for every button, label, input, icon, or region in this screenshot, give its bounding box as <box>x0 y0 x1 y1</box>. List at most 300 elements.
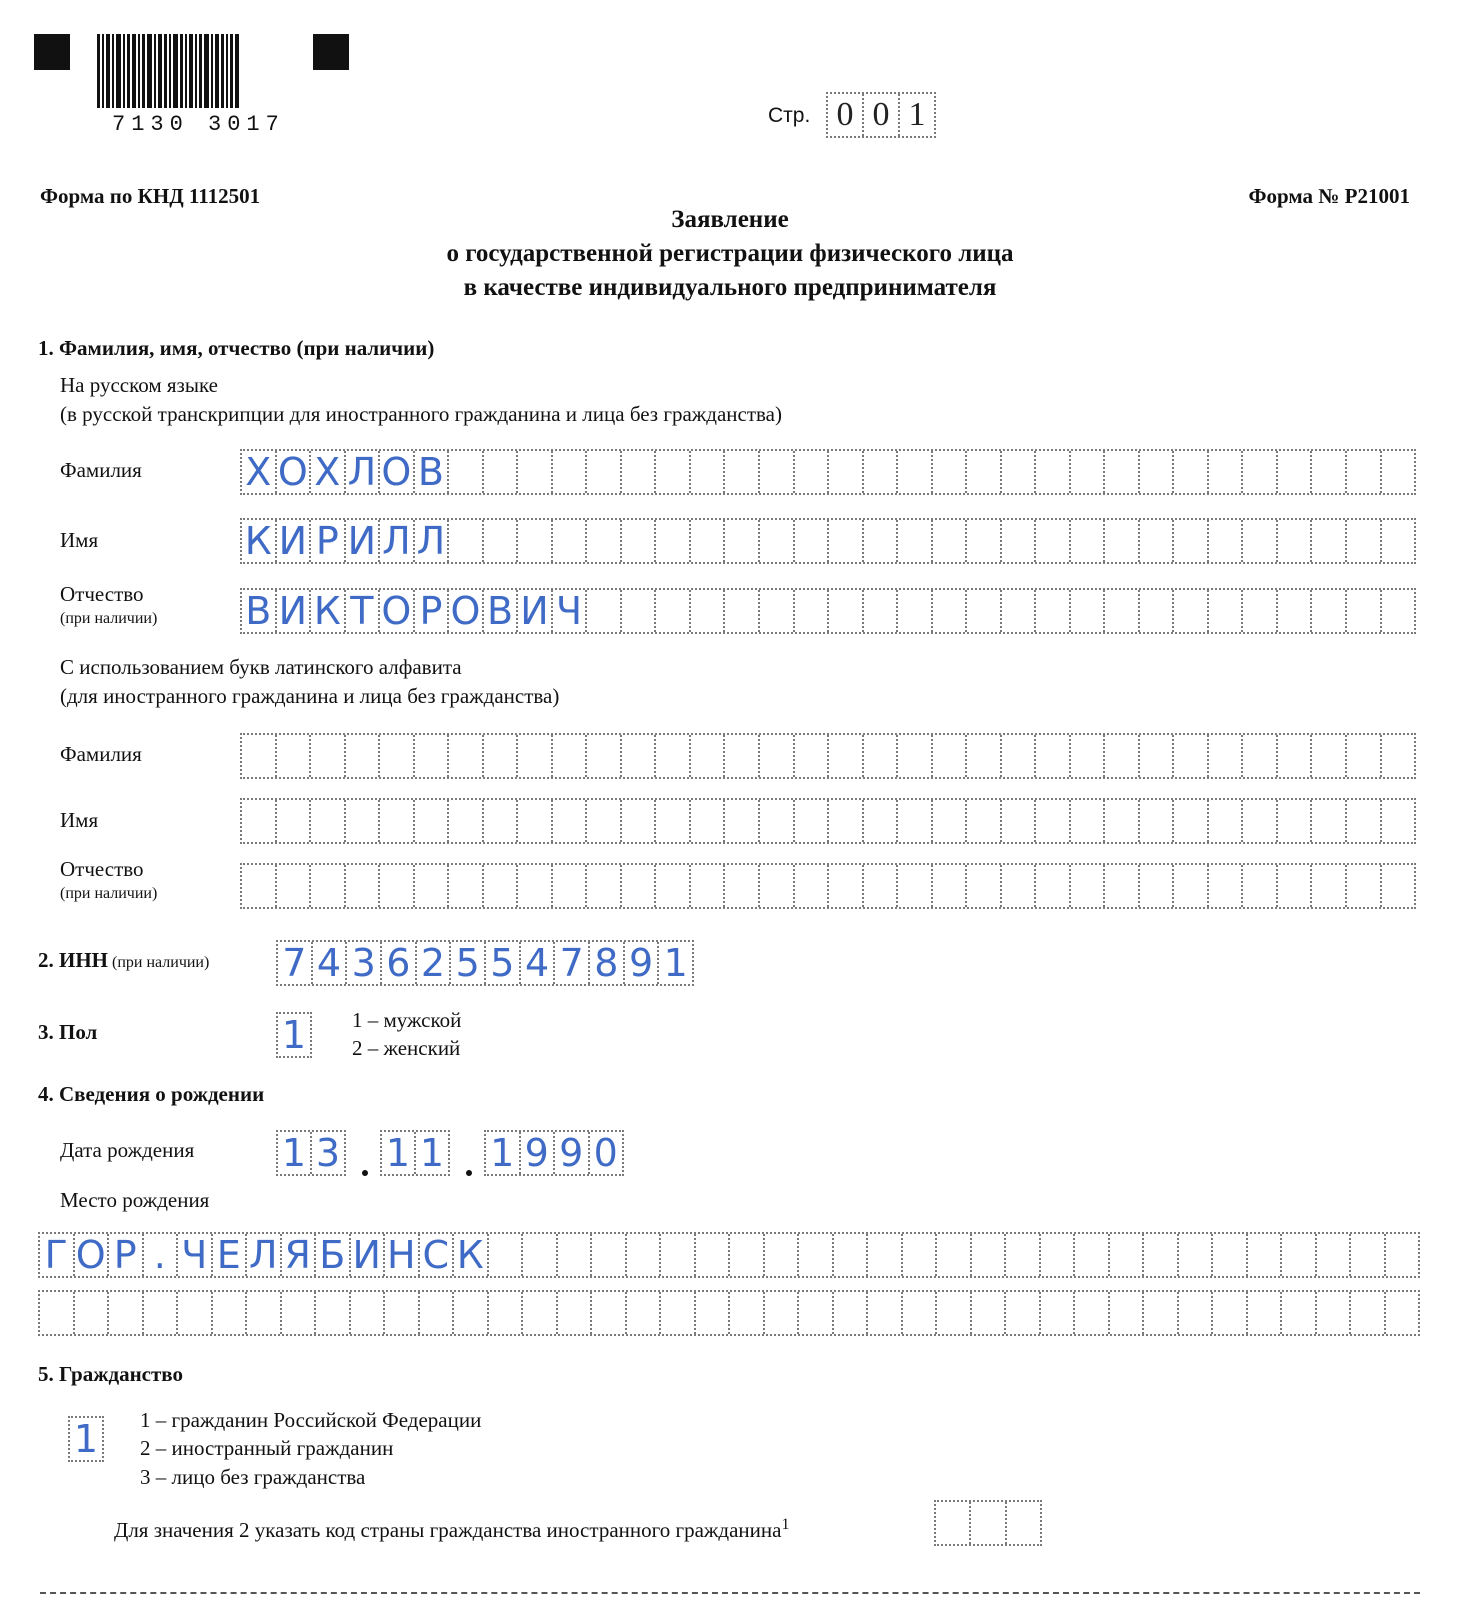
char-cell <box>1041 1292 1076 1334</box>
char-cell <box>765 1292 800 1334</box>
page-digit: 0 <box>864 94 900 136</box>
char-cell <box>725 800 760 842</box>
char-cell <box>484 865 519 907</box>
char-cell <box>967 590 1002 632</box>
gender-option-1: 1 – мужской <box>352 1008 462 1032</box>
char-cell <box>898 451 933 493</box>
char-cell: Е <box>213 1234 248 1276</box>
char-cell: К <box>454 1234 489 1276</box>
char-cell <box>829 590 864 632</box>
page-number-field[interactable] <box>826 92 936 138</box>
char-cell <box>553 451 588 493</box>
char-cell <box>1174 590 1209 632</box>
char-cell <box>622 520 657 562</box>
char-cell <box>1144 1292 1179 1334</box>
char-cell <box>553 520 588 562</box>
char-cell <box>1312 865 1347 907</box>
char-cell <box>1347 800 1382 842</box>
title-line-3: в качестве индивидуального предпринимателя <box>463 274 997 301</box>
char-cell: 1 <box>382 1132 416 1174</box>
char-cell <box>242 800 277 842</box>
char-cell <box>656 451 691 493</box>
char-cell <box>346 865 381 907</box>
surname-field[interactable] <box>240 449 1416 495</box>
char-cell: И <box>277 520 312 562</box>
char-cell <box>691 590 726 632</box>
char-cell <box>1312 451 1347 493</box>
char-cell <box>933 735 968 777</box>
gender-option-2: 2 – женский <box>352 1036 461 1060</box>
char-cell <box>1036 735 1071 777</box>
char-cell <box>1312 590 1347 632</box>
char-cell: Л <box>247 1234 282 1276</box>
char-cell: Я <box>282 1234 317 1276</box>
page-label: Стр. <box>768 104 811 127</box>
char-cell <box>484 735 519 777</box>
char-cell <box>1140 735 1175 777</box>
barcode-bar <box>138 34 140 108</box>
char-cell <box>1209 800 1244 842</box>
barcode-bar <box>226 34 228 108</box>
char-cell <box>864 735 899 777</box>
char-cell: Р <box>109 1234 144 1276</box>
char-cell: Б <box>316 1234 351 1276</box>
char-cell <box>725 451 760 493</box>
char-cell <box>656 800 691 842</box>
char-cell <box>484 800 519 842</box>
latin-name-field[interactable] <box>240 798 1416 844</box>
char-cell <box>864 590 899 632</box>
char-cell <box>1174 451 1209 493</box>
char-cell <box>523 1234 558 1276</box>
char-cell <box>1002 865 1037 907</box>
char-cell <box>1351 1292 1386 1334</box>
section5-heading: 5. Гражданство <box>38 1362 184 1386</box>
char-cell <box>1386 1292 1419 1334</box>
char-cell: О <box>277 451 312 493</box>
char-cell <box>1386 1234 1419 1276</box>
char-cell: О <box>449 590 484 632</box>
char-cell <box>933 865 968 907</box>
char-cell <box>972 1292 1007 1334</box>
char-cell <box>898 590 933 632</box>
char-cell <box>351 1292 386 1334</box>
char-cell <box>1278 590 1313 632</box>
char-cell <box>1105 865 1140 907</box>
char-cell <box>903 1292 938 1334</box>
char-cell <box>1006 1292 1041 1334</box>
char-cell: В <box>242 590 277 632</box>
latin-surname-label: Фамилия <box>60 742 142 766</box>
char-cell <box>1317 1292 1352 1334</box>
char-cell <box>311 800 346 842</box>
char-cell <box>587 865 622 907</box>
char-cell <box>725 590 760 632</box>
barcode-bar <box>204 34 209 108</box>
char-cell <box>1382 451 1415 493</box>
char-cell <box>691 520 726 562</box>
section2-label <box>38 948 209 973</box>
page-digit: 1 <box>908 96 926 133</box>
char-cell <box>1036 451 1071 493</box>
char-cell <box>518 735 553 777</box>
char-cell <box>1278 735 1313 777</box>
char-cell <box>1140 800 1175 842</box>
char-cell <box>380 800 415 842</box>
char-cell <box>1243 520 1278 562</box>
char-cell <box>1382 800 1415 842</box>
barcode-bar <box>123 34 125 108</box>
char-cell <box>622 451 657 493</box>
char-cell <box>1213 1292 1248 1334</box>
char-cell <box>898 865 933 907</box>
char-cell <box>1278 865 1313 907</box>
char-cell <box>1347 590 1382 632</box>
char-cell <box>1174 520 1209 562</box>
char-cell: Х <box>242 451 277 493</box>
char-cell: Л <box>415 520 450 562</box>
char-cell <box>795 451 830 493</box>
char-cell <box>765 1234 800 1276</box>
char-cell: И <box>346 520 381 562</box>
char-cell <box>311 865 346 907</box>
char-cell <box>1382 865 1415 907</box>
barcode-number: 7130 3017 <box>112 112 285 137</box>
char-cell <box>691 735 726 777</box>
barcode-bar <box>132 34 136 108</box>
char-cell <box>592 1292 627 1334</box>
char-cell <box>1075 1234 1110 1276</box>
date-separator <box>466 1170 472 1176</box>
char-cell <box>898 520 933 562</box>
barcode-bar <box>112 34 114 108</box>
birth-place-field-line-1[interactable] <box>38 1232 1420 1278</box>
char-cell <box>622 590 657 632</box>
char-cell <box>1110 1292 1145 1334</box>
char-cell <box>558 1234 593 1276</box>
country-code-note <box>114 1516 789 1543</box>
char-cell <box>1006 1234 1041 1276</box>
barcode-bar <box>127 34 130 108</box>
corner-marker-left <box>34 34 70 70</box>
char-cell: 1 <box>486 1132 521 1174</box>
char-cell <box>829 451 864 493</box>
char-cell <box>1282 1234 1317 1276</box>
char-cell <box>1351 1234 1386 1276</box>
char-cell <box>864 865 899 907</box>
char-cell: 4 <box>521 942 556 984</box>
char-cell <box>247 1292 282 1334</box>
char-cell <box>1174 735 1209 777</box>
char-cell: . <box>144 1234 179 1276</box>
country-code-field[interactable] <box>934 1500 1042 1546</box>
char-cell <box>903 1234 938 1276</box>
char-cell: Н <box>385 1234 420 1276</box>
char-cell <box>1105 800 1140 842</box>
char-cell <box>1002 590 1037 632</box>
char-cell <box>967 735 1002 777</box>
char-cell <box>627 1234 662 1276</box>
char-cell <box>587 590 622 632</box>
char-cell <box>1317 1234 1352 1276</box>
char-cell <box>864 800 899 842</box>
char-cell <box>864 520 899 562</box>
char-cell <box>420 1292 455 1334</box>
barcode-bar <box>164 34 167 108</box>
char-cell <box>829 865 864 907</box>
char-cell <box>760 590 795 632</box>
char-cell <box>933 451 968 493</box>
char-cell <box>967 520 1002 562</box>
char-cell <box>691 865 726 907</box>
form-knd: Форма по КНД 1112501 <box>40 184 261 208</box>
char-cell: 5 <box>451 942 486 984</box>
char-cell <box>385 1292 420 1334</box>
char-cell <box>696 1234 731 1276</box>
barcode-bar <box>180 34 183 108</box>
char-cell: 9 <box>521 1132 556 1174</box>
char-cell <box>829 735 864 777</box>
char-cell <box>1209 735 1244 777</box>
char-cell <box>1209 520 1244 562</box>
char-cell <box>760 865 795 907</box>
char-cell <box>1105 735 1140 777</box>
char-cell <box>553 735 588 777</box>
latin-patronymic-note: (при наличии) <box>60 885 158 902</box>
char-cell: 3 <box>315 1131 341 1175</box>
char-cell <box>518 865 553 907</box>
char-cell <box>1382 590 1415 632</box>
char-cell <box>1243 865 1278 907</box>
char-cell <box>449 800 484 842</box>
char-cell: 7 <box>278 942 313 984</box>
char-cell <box>415 735 450 777</box>
barcode-bar <box>195 34 197 108</box>
char-cell <box>1041 1234 1076 1276</box>
char-cell <box>868 1292 903 1334</box>
char-cell <box>1002 735 1037 777</box>
name-field[interactable] <box>240 518 1416 564</box>
inn-field[interactable] <box>276 940 694 986</box>
char-cell <box>799 1292 834 1334</box>
patronymic-field[interactable] <box>240 588 1416 634</box>
country-code-cell <box>971 1502 1006 1544</box>
char-cell <box>178 1292 213 1334</box>
char-cell <box>1209 865 1244 907</box>
char-cell <box>144 1292 179 1334</box>
char-cell: Р <box>311 520 346 562</box>
char-cell <box>967 451 1002 493</box>
char-cell <box>1312 520 1347 562</box>
citizenship-field[interactable] <box>68 1416 104 1462</box>
patronymic-label: Отчество <box>60 582 144 606</box>
barcode-bar <box>142 34 145 108</box>
char-cell <box>725 520 760 562</box>
char-cell <box>109 1292 144 1334</box>
char-cell <box>1002 800 1037 842</box>
char-cell <box>730 1234 765 1276</box>
latin-patronymic-label: Отчество <box>60 857 144 881</box>
latin-name-label: Имя <box>60 808 99 832</box>
char-cell <box>489 1292 524 1334</box>
char-cell <box>898 735 933 777</box>
barcode-bar <box>221 34 224 108</box>
char-cell <box>799 1234 834 1276</box>
char-cell <box>415 865 450 907</box>
char-cell <box>1071 520 1106 562</box>
char-cell <box>1036 590 1071 632</box>
citizenship-option-1: 1 – гражданин Российской Федерации <box>140 1408 482 1432</box>
char-cell <box>868 1234 903 1276</box>
barcode-bar <box>116 34 121 108</box>
char-cell <box>1174 865 1209 907</box>
char-cell: Ч <box>553 590 588 632</box>
char-cell <box>415 800 450 842</box>
birth-date-label: Дата рождения <box>60 1138 195 1162</box>
birth-place-field-line-2[interactable] <box>38 1290 1420 1336</box>
char-cell <box>1140 865 1175 907</box>
barcode-bar <box>102 34 104 108</box>
name-label: Имя <box>60 528 99 552</box>
char-cell <box>656 735 691 777</box>
char-cell <box>1071 590 1106 632</box>
char-cell: 9 <box>555 1132 590 1174</box>
char-cell <box>592 1234 627 1276</box>
section1-heading: 1. Фамилия, имя, отчество (при наличии) <box>38 336 435 360</box>
char-cell <box>518 451 553 493</box>
char-cell <box>1347 451 1382 493</box>
char-cell: 1 <box>663 941 688 985</box>
char-cell <box>587 520 622 562</box>
char-cell: 7 <box>555 942 590 984</box>
char-cell <box>484 451 519 493</box>
char-cell <box>1036 865 1071 907</box>
char-cell <box>1071 735 1106 777</box>
char-cell <box>829 520 864 562</box>
char-cell <box>967 800 1002 842</box>
char-cell <box>282 1292 317 1334</box>
char-cell <box>242 735 277 777</box>
char-cell <box>316 1292 351 1334</box>
char-cell <box>1248 1292 1283 1334</box>
char-cell <box>1105 451 1140 493</box>
char-cell <box>656 590 691 632</box>
latin-surname-field[interactable] <box>240 733 1416 779</box>
char-cell: Л <box>346 451 381 493</box>
char-cell <box>661 1234 696 1276</box>
char-cell <box>449 451 484 493</box>
barcode-bar <box>199 34 202 108</box>
char-cell: 6 <box>382 942 417 984</box>
char-cell <box>587 735 622 777</box>
char-cell <box>898 800 933 842</box>
char-cell: 5 <box>486 942 521 984</box>
char-cell <box>795 590 830 632</box>
footnote-ref: 1 <box>781 1516 790 1533</box>
birth-year-field[interactable] <box>484 1130 624 1176</box>
char-cell <box>834 1292 869 1334</box>
char-cell <box>1179 1234 1214 1276</box>
char-cell: И <box>277 590 312 632</box>
char-cell <box>449 520 484 562</box>
char-cell: 3 <box>347 942 382 984</box>
char-cell <box>725 865 760 907</box>
birth-month-field[interactable] <box>380 1130 450 1176</box>
char-cell: Л <box>380 520 415 562</box>
latin-heading: С использованием букв латинского алфавита <box>60 655 462 679</box>
char-cell <box>1243 590 1278 632</box>
char-cell <box>518 520 553 562</box>
char-cell <box>75 1292 110 1334</box>
char-cell: В <box>484 590 519 632</box>
char-cell <box>1312 735 1347 777</box>
char-cell: К <box>311 590 346 632</box>
char-cell <box>346 735 381 777</box>
char-cell <box>277 800 312 842</box>
char-cell <box>691 451 726 493</box>
char-cell <box>1075 1292 1110 1334</box>
barcode-bar <box>173 34 178 108</box>
char-cell: Р <box>415 590 450 632</box>
surname-label: Фамилия <box>60 458 142 482</box>
char-cell <box>1071 800 1106 842</box>
char-cell <box>696 1292 731 1334</box>
char-cell <box>760 520 795 562</box>
char-cell: Ч <box>178 1234 213 1276</box>
corner-marker-right <box>313 34 349 70</box>
char-cell <box>1071 865 1106 907</box>
citizenship-option-3: 3 – лицо без гражданства <box>140 1465 366 1489</box>
char-cell <box>40 1292 75 1334</box>
birth-day-field[interactable] <box>276 1130 346 1176</box>
char-cell <box>1282 1292 1317 1334</box>
char-cell: 9 <box>625 942 660 984</box>
char-cell <box>1140 520 1175 562</box>
char-cell <box>587 800 622 842</box>
char-cell <box>933 800 968 842</box>
char-cell <box>523 1292 558 1334</box>
char-cell <box>661 1292 696 1334</box>
char-cell: И <box>351 1234 386 1276</box>
char-cell <box>1144 1234 1179 1276</box>
char-cell <box>725 735 760 777</box>
char-cell: К <box>242 520 277 562</box>
char-cell <box>760 451 795 493</box>
latin-patronymic-field[interactable] <box>240 863 1416 909</box>
barcode-bar <box>215 34 219 108</box>
char-cell <box>627 1292 662 1334</box>
char-cell <box>933 520 968 562</box>
gender-field[interactable] <box>276 1012 312 1058</box>
char-cell <box>1213 1234 1248 1276</box>
char-cell <box>795 520 830 562</box>
char-cell <box>518 800 553 842</box>
char-cell <box>1278 451 1313 493</box>
char-cell <box>1036 520 1071 562</box>
char-cell <box>937 1234 972 1276</box>
char-cell <box>795 865 830 907</box>
char-cell <box>622 800 657 842</box>
country-code-note-text: Для значения 2 указать код страны гражданства иностранного гражданина <box>114 1518 782 1542</box>
char-cell <box>1243 800 1278 842</box>
char-cell <box>380 865 415 907</box>
char-cell <box>1105 520 1140 562</box>
char-cell <box>1278 520 1313 562</box>
char-cell <box>449 735 484 777</box>
barcode-bar <box>230 34 233 108</box>
char-cell <box>277 865 312 907</box>
char-cell: Х <box>311 451 346 493</box>
